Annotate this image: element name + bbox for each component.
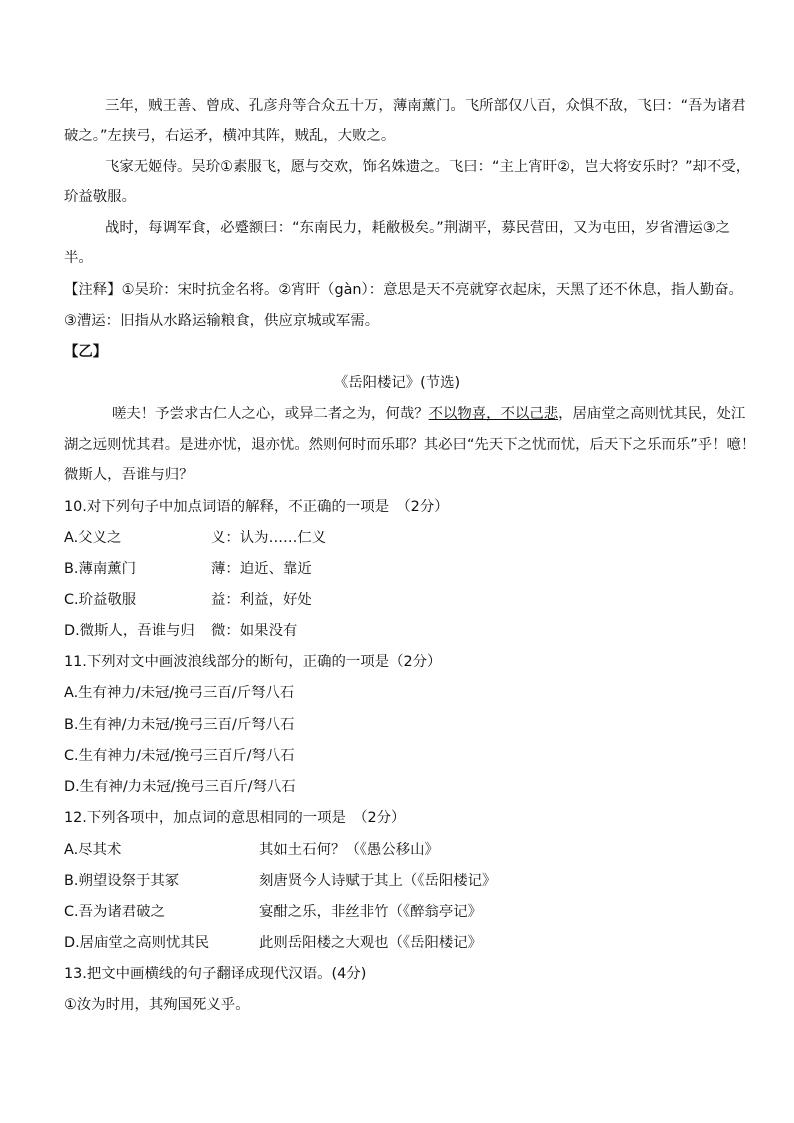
q12-option-c-compare: 宴酣之乐，非丝非竹（《醉翁亭记》: [259, 904, 483, 920]
passage-jia-p1-line2: 破之。”左挟弓，右运矛，横冲其阵，贼乱，大败之。: [64, 128, 396, 144]
annotation-line1: 【注释】①吴玠：宋时抗金名将。②宵旰（gàn）：意思是天不亮就穿衣起床，天黑了还不休息，指人勤奋。: [64, 282, 743, 298]
passage-yi-line1-start: 嗟夫！予尝求古仁人之心，或异二者之为，何哉？: [112, 406, 429, 422]
underlined-sentence: 不以物喜，不以己悲: [428, 406, 559, 422]
q10-option-c: C.玠益敬服: [64, 592, 137, 608]
passage-jia-p2-line1: 飞家无姬侍。吴玠①素服飞，愿与交欢，饰名姝遗之。飞曰：“主上宵旰②，岂大将安乐时？”却不受，: [105, 159, 751, 175]
q10-option-b: B.薄南薰门: [64, 561, 137, 577]
annotation-line2: ③漕运：旧指从水路运输粮食，供应京城或军需。: [64, 313, 380, 329]
q12-option-d-compare: 此则岳阳楼之大观也（《岳阳楼记》: [259, 935, 483, 951]
question-11-stem: 11.下列对文中画波浪线部分的断句，正确的一项是（2分）: [64, 654, 442, 670]
passage-yi-title: 《岳阳楼记》(节选): [333, 375, 461, 391]
passage-yi-line3: 微斯人，吾谁与归？: [64, 467, 194, 483]
q12-option-a-compare: 其如土石何？（《愚公移山》: [259, 842, 439, 858]
q11-option-d: D.生有神/力未冠/挽弓三百斤/弩八石: [64, 779, 296, 795]
q12-option-b-compare: 刻唐贤今人诗赋于其上（《岳阳楼记》: [259, 873, 497, 889]
passage-jia-p1-line1: 三年，贼王善、曾成、孔彦舟等合众五十万，薄南薰门。飞所部仅八百，众惧不敌，飞曰：“吾为诸君: [105, 98, 746, 114]
q13-item-1: ①汝为时用，其殉国死义乎。: [64, 997, 250, 1013]
passage-jia-p3-line1: 战时，每调军食，必蹙额曰：“东南民力，耗敝极矣。”荆湖平，募民营田，又为屯田，岁省漕运③之: [105, 220, 731, 236]
passage-yi-line1: [112, 406, 745, 423]
q11-option-a: A.生有神力/未冠/挽弓三百/斤弩八石: [64, 685, 295, 701]
question-13-stem: 13.把文中画横线的句子翻译成现代汉语。(4分): [64, 966, 367, 982]
passage-yi-line2: 湖之远则忧其君。是进亦忧，退亦忧。然则何时而乐耶？其必曰“先天下之忧而忧，后天下之乐而乐”乎！噫！: [64, 437, 756, 453]
q11-option-c: C.生有神力/未冠/挽弓三百斤/弩八石: [64, 748, 295, 764]
q10-option-d-gloss: 微：如果没有: [211, 623, 298, 639]
q10-option-a: A.父义之: [64, 530, 122, 546]
passage-yi-line1-end: ，居庙堂之高则忧其民，处江: [558, 406, 746, 422]
passage-jia-p2-line2: 玠益敬服。: [64, 189, 136, 205]
question-10-stem: 10.对下列句子中加点词语的解释，不正确的一项是 （2分）: [64, 499, 449, 515]
q11-option-b: B.生有神/力未冠/挽弓三百/斤弩八石: [64, 717, 295, 733]
q12-option-d: D.居庙堂之高则忧其民: [64, 935, 210, 951]
q12-option-b: B.朔望设祭于其冢: [64, 873, 180, 889]
q10-option-a-gloss: 义：认为……仁义: [211, 530, 327, 546]
question-12-stem: 12.下列各项中，加点词的意思相同的一项是 （2分）: [64, 810, 406, 826]
q10-option-c-gloss: 益：利益，好处: [211, 592, 312, 608]
q12-option-c: C.吾为诸君破之: [64, 904, 165, 920]
q10-option-d: D.微斯人，吾谁与归: [64, 623, 195, 639]
q12-option-a: A.尽其术: [64, 842, 122, 858]
q10-option-b-gloss: 薄：迫近、靠近: [211, 561, 312, 577]
section-label-yi: 【乙】: [64, 344, 108, 360]
passage-jia-p3-line2: 半。: [64, 250, 93, 266]
